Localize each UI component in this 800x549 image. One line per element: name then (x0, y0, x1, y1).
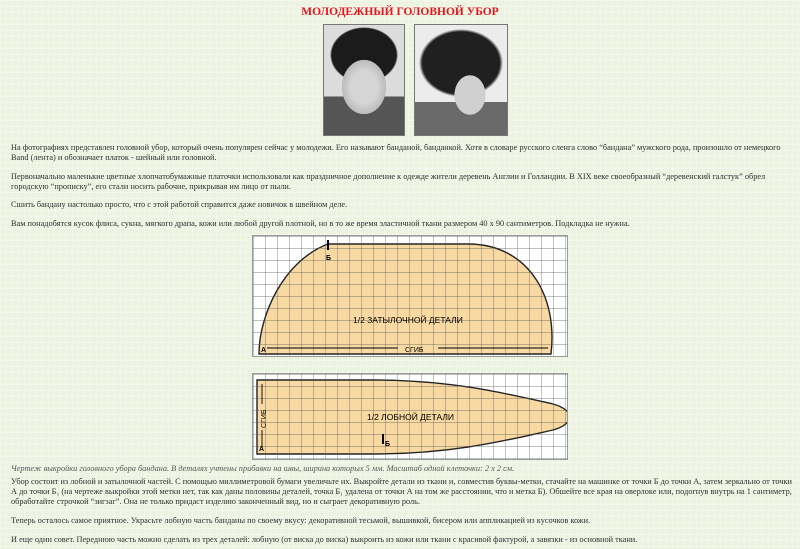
paragraph-assembly-1: Убор состоит из лобной и затылочной частей. С помощью миллиметровой бумаги увеличьте их. Выкройте детали из ткани и, совместив буквы-метки, стачайте на машинке от точки Б до точки А, затем зеркально от точки (11, 477, 792, 486)
front-mark-b: Б (385, 441, 391, 448)
back-mark-a: А (261, 347, 267, 354)
page-title: МОЛОДЕЖНЫЙ ГОЛОВНОЙ УБОР (301, 6, 499, 18)
paragraph-assembly-3: обработайте строчкой “зигзаг”. Она не только придаст изделию законченный вид, но и сыграет декоративную роль. (11, 497, 421, 506)
back-piece-label: 1/2 ЗАТЫЛОЧНОЙ ДЕТАЛИ (353, 315, 463, 325)
paragraph-materials: Вам понадобятся кусок флиса, сукна, мягкого драпа, кожи или любой другой плотной, но в то же время эластичной ткани размером 40 х 90 сантиметров. Подкладка не нужна. (11, 219, 630, 228)
paragraph-intro-2: Band (лента) и обозначает платок - шейный или головной. (11, 153, 217, 162)
paragraph-assembly-2: А до точки Б₁ (на чертеже выкройки этой метки нет, так как даны половины деталей, точка Б₁ удалена от точки А на том же расстоянии, что и метка Б). Обшейте все края на оверлоке или, подогнув внутрь на 1 сантиметр, (11, 487, 792, 496)
pattern-front-svg (253, 374, 567, 459)
pattern-front-piece (252, 373, 568, 460)
pattern-back-piece (252, 235, 568, 357)
paragraph-history-1: Первоначально маленькие цветные хлопчатобумажные платочки использовали как праздничное дополнение к одежде жители деревень Англии и Голландии. В XIX веке своеобразный “деревенский галстук” обрел (11, 172, 766, 181)
photo-side (414, 24, 508, 136)
paragraph-decoration: Теперь осталось самое приятное. Украсьте лобную часть банданы по своему вкусу: декоративной тесьмой, вышивкой, бисером или аппликацией из кусочков кожи. (11, 516, 591, 525)
front-mark-a: А (259, 446, 265, 453)
photo-front (323, 24, 405, 136)
back-mark-b: Б (326, 255, 332, 262)
back-fold-label: СГИБ (405, 347, 424, 354)
paragraph-simple: Сшить бандану настолько просто, что с этой работой справится даже новичок в швейном деле. (11, 200, 348, 209)
front-piece-label: 1/2 ЛОБНОЙ ДЕТАЛИ (367, 412, 455, 422)
pattern-back-svg (253, 236, 567, 356)
pattern-caption: Чертеж выкройки головного убора бандана. В деталях учтены прибавки на швы, ширина которых 5 мм. Масштаб одной клеточки: 2 х 2 см. (11, 464, 515, 473)
front-fold-label: СГИБ (261, 409, 268, 428)
paragraph-history-2: городскую “прописку”, его стали носить рабочие, прикрывая им лицо от пыли. (11, 182, 291, 191)
paragraph-intro-1: На фотографиях представлен головной убор, который очень популярен сейчас у молодежи. Его называют банданой, банданкой. Хотя в словаре русского сленга слово “бандана” мужского рода, произошло от немецкого (11, 143, 781, 152)
paragraph-advice: И еще один совет. Переднюю часть можно сделать из трех деталей: лобную (от виска до виска) выкроить из кожи или ткани с красивой фактурой, а завязки - из основной ткани. (11, 535, 638, 544)
